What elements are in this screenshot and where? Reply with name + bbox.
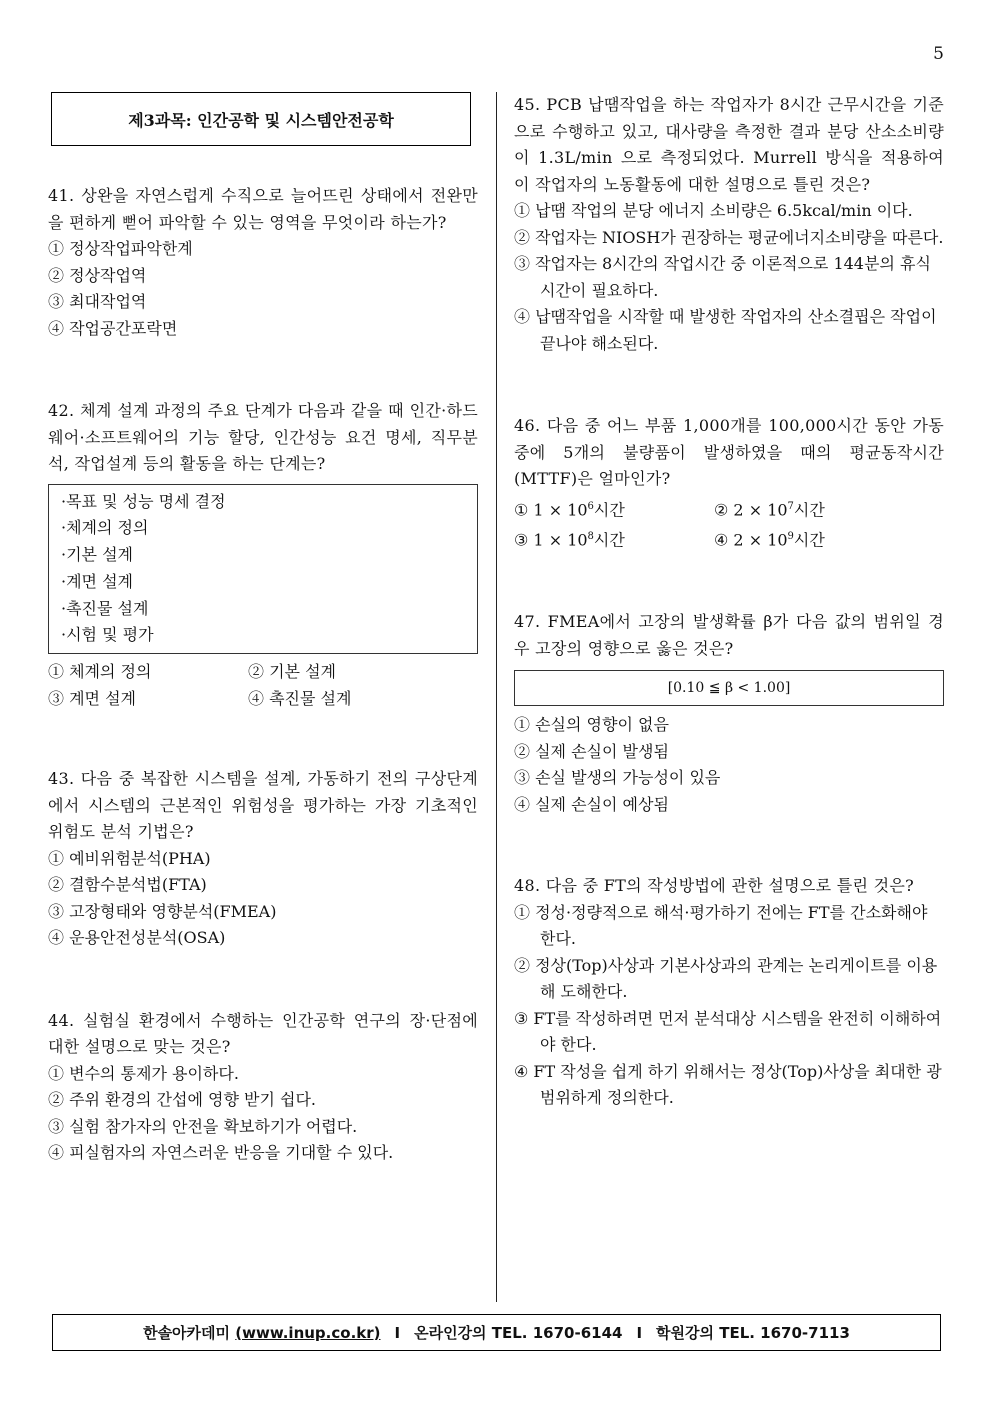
list-item: ·목표 및 성능 명세 결정 bbox=[61, 491, 226, 511]
section-title: 제3과목: 인간공학 및 시스템안전공학 bbox=[51, 92, 471, 146]
options-grid bbox=[514, 493, 944, 554]
option: ① 정상작업파악한계 bbox=[48, 239, 193, 258]
option: ① 예비위험분석(PHA) bbox=[48, 848, 211, 868]
option: ③ FT를 작성하려면 먼저 분석대상 시스템을 완전히 이해하여야 한다. bbox=[514, 1008, 942, 1055]
separator: I bbox=[394, 1323, 401, 1342]
question-43 bbox=[48, 766, 478, 952]
option: ③ 최대작업역 bbox=[48, 292, 147, 311]
option: ① $1 \times 10^6$시간 bbox=[514, 499, 625, 519]
question-41 bbox=[48, 183, 478, 342]
option: ③ 고장형태와 영향분석(FMEA) bbox=[48, 901, 277, 921]
option: ② $2 \times 10^7$시간 bbox=[714, 499, 825, 519]
option: ② 작업자는 NIOSH가 권장하는 평균에너지소비량을 따른다. bbox=[514, 227, 944, 247]
option: ② 기본 설계 bbox=[248, 662, 336, 682]
option: ① 손실의 영향이 없음 bbox=[514, 715, 669, 735]
option: ① 납땜 작업의 분당 에너지 소비량은 6.5kcal/min 이다. bbox=[514, 201, 913, 220]
option: ④ 피실험자의 자연스러운 반응을 기대할 수 있다. bbox=[48, 1143, 394, 1163]
column-divider bbox=[496, 92, 497, 1302]
list-item: ·체계의 정의 bbox=[61, 518, 149, 538]
option: ① 정성·정량적으로 해석·평가하기 전에는 FT를 간소화해야 한다. bbox=[514, 902, 928, 949]
option: ① 체계의 정의 bbox=[48, 662, 152, 682]
option: ③ $1 \times 10^8$시간 bbox=[514, 530, 625, 550]
question-47 bbox=[514, 609, 944, 818]
left-column bbox=[48, 92, 478, 1167]
options-grid bbox=[48, 658, 478, 712]
option: ④ 촉진물 설계 bbox=[248, 689, 352, 709]
option: ④ 작업공간포락면 bbox=[48, 318, 178, 338]
stage-list-box bbox=[48, 484, 478, 655]
question-text: 48. 다음 중 FT의 작성방법에 관한 설명으로 틀린 것은? bbox=[514, 876, 915, 896]
question-46 bbox=[514, 413, 944, 553]
option: ② 실제 손실이 발생됨 bbox=[514, 741, 669, 761]
option: ④ 실제 손실이 예상됨 bbox=[514, 794, 669, 814]
option: ④ 운용안전성분석(OSA) bbox=[48, 928, 226, 948]
option: ③ 손실 발생의 가능성이 있음 bbox=[514, 768, 721, 788]
page-number: 5 bbox=[933, 44, 944, 64]
right-column bbox=[514, 92, 944, 1112]
question-text: 42. 체계 설계 과정의 주요 단계가 다음과 같을 때 인간·하드웨어·소프트웨어의 기능 할당, 인간성능 요건 명세, 직무분석, 작업설계 등의 활동을 하는 단계는? bbox=[48, 401, 478, 473]
option: ③ 계면 설계 bbox=[48, 689, 136, 709]
option: ① 변수의 통제가 용이하다. bbox=[48, 1063, 239, 1083]
option: ② 결함수분석법(FTA) bbox=[48, 875, 207, 895]
question-text: 45. PCB 납땜작업을 하는 작업자가 8시간 근무시간을 기준으로 수행하고 있고, 대사량을 측정한 결과 분당 산소소비량이 1.3L/min 으로 측정되었다. Murrell 방식을 적용하여 이 작업자의 노동활동에 대한 설명으로 틀린 것은? bbox=[514, 95, 944, 194]
list-item: ·시험 및 평가 bbox=[61, 625, 154, 645]
option: ③ 실험 참가자의 안전을 확보하기가 어렵다. bbox=[48, 1116, 358, 1136]
academy-name: 한솔아카데미 bbox=[143, 1324, 231, 1342]
question-text: 44. 실험실 환경에서 수행하는 인간공학 연구의 장·단점에 대한 설명으로 맞는 것은? bbox=[48, 1010, 478, 1057]
option: ④ 납땜작업을 시작할 때 발생한 작업자의 산소결핍은 작업이 끝나야 해소된다. bbox=[514, 307, 937, 353]
academy-lecture-phone: 학원강의 TEL. 1670-7113 bbox=[656, 1324, 850, 1342]
option: ② 주위 환경의 간섭에 영향 받기 쉽다. bbox=[48, 1090, 316, 1110]
option: ② 정상작업역 bbox=[48, 265, 147, 285]
option: ③ 작업자는 8시간의 작업시간 중 이론적으로 144분의 휴식시간이 필요하다. bbox=[514, 254, 931, 300]
option: ④ $2 \times 10^9$시간 bbox=[714, 530, 825, 550]
list-item: ·촉진물 설계 bbox=[61, 598, 149, 618]
question-text: 41. 상완을 자연스럽게 수직으로 늘어뜨린 상태에서 전완만을 편하게 뻗어 파악할 수 있는 영역을 무엇이라 하는가? bbox=[48, 186, 478, 232]
question-text: 46. 다음 중 어느 부품 1,000개를 100,000시간 동안 가동 중에 5개의 불량품이 발생하였을 때의 평균동작시간(MTTF)은 얼마인가? bbox=[514, 416, 944, 488]
website-link[interactable]: (www.inup.co.kr) bbox=[235, 1323, 381, 1342]
list-item: ·계면 설계 bbox=[61, 571, 133, 591]
question-text: 47. FMEA에서 고장의 발생확률 β가 다음 값의 범위일 경우 고장의 영향으로 옳은 것은? bbox=[514, 612, 944, 658]
question-42 bbox=[48, 398, 478, 712]
formula-box: [0.10 ≦ β < 1.00] bbox=[514, 670, 944, 706]
option: ② 정상(Top)사상과 기본사상과의 관계는 논리게이트를 이용해 도해한다. bbox=[514, 955, 938, 1002]
question-text: 43. 다음 중 복잡한 시스템을 설계, 가동하기 전의 구상단계에서 시스템의 근본적인 위험성을 평가하는 가장 기초적인 위험도 분석 기법은? bbox=[48, 769, 478, 842]
list-item: ·기본 설계 bbox=[61, 545, 133, 565]
separator: I bbox=[636, 1323, 643, 1342]
question-44 bbox=[48, 1008, 478, 1167]
footer-banner bbox=[52, 1314, 941, 1351]
option: ④ FT 작성을 쉽게 하기 위해서는 정상(Top)사상을 최대한 광범위하게 정의한다. bbox=[514, 1061, 942, 1108]
online-lecture-phone: 온라인강의 TEL. 1670-6144 bbox=[414, 1324, 623, 1342]
question-45 bbox=[514, 92, 944, 357]
question-48 bbox=[514, 873, 944, 1112]
